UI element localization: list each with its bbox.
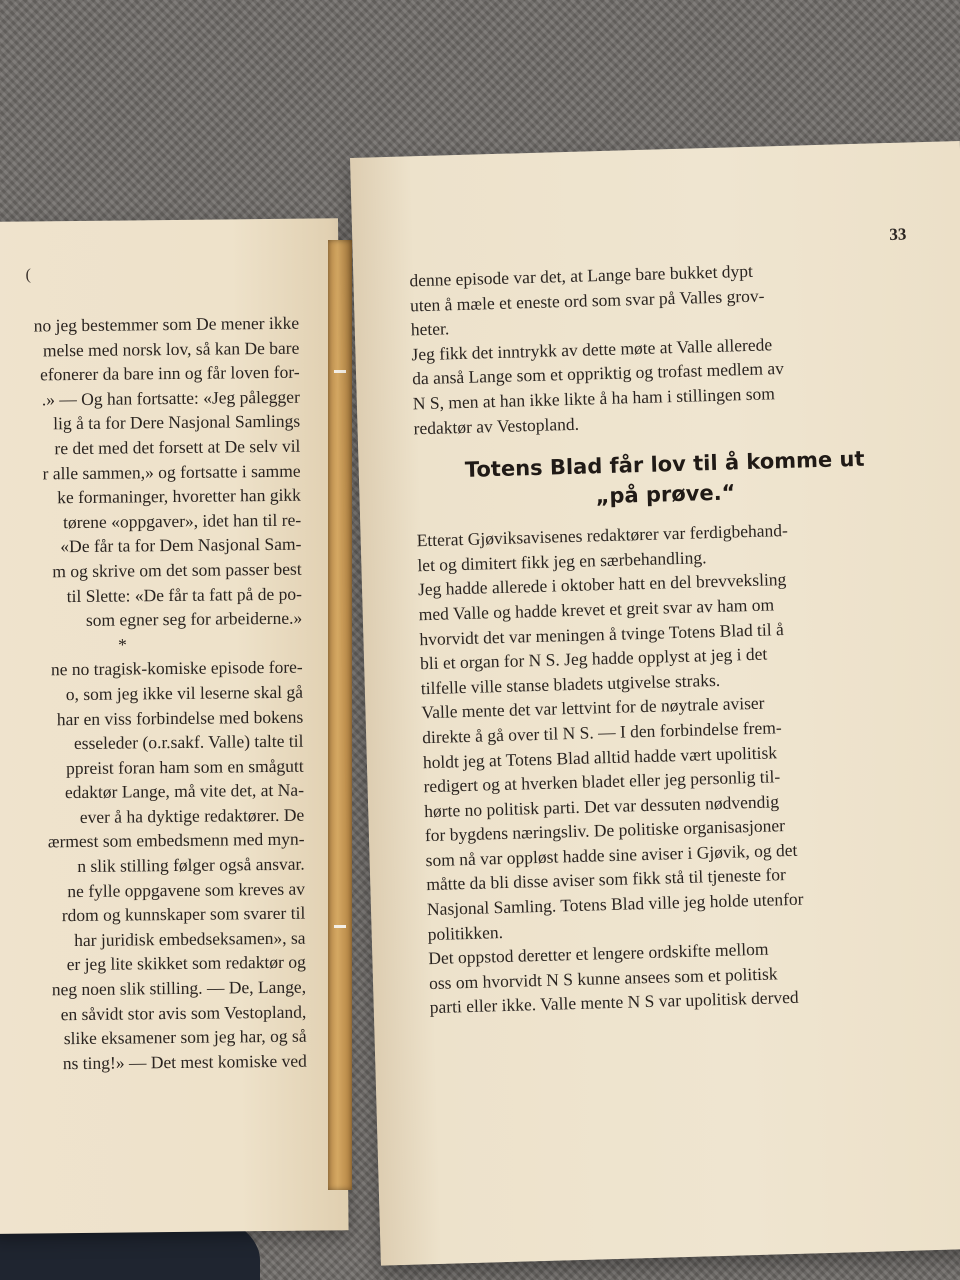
text-line: bli et organ for N S. Jeg hadde opplyst at jeg i det [419, 643, 768, 674]
text-line: re det med det forsett at De selv vil [54, 435, 301, 459]
text-line: neg noen slik stilling. — De, Lange, [51, 976, 307, 1000]
text-line: ne no tragisk-komiske episode fore- [50, 656, 303, 680]
text-line: let og dimitert fikk jeg en særbehandling. [417, 546, 707, 576]
text-line: «De får ta for Dem Nasjonal Sam- [60, 533, 302, 557]
text-line: da anså Lange som et oppriktig og trofast medlem av [411, 358, 785, 389]
text-line: direkte å gå over til N S. — I den forbindelse frem- [421, 717, 782, 748]
section-heading-line: „på prøve.“ [595, 480, 736, 509]
text-line: Det oppstod deretter et lengere ordskifte mellom [428, 938, 769, 969]
text-line: Nasjonal Samling. Totens Blad ville jeg holde utenfor [426, 888, 804, 920]
text-line: er jeg lite skikket som redaktør og [66, 952, 306, 975]
text-line: lig å ta for Dere Nasjonal Samlings [53, 411, 301, 434]
text-line: slike eksamener som jeg har, og så [63, 1025, 307, 1049]
text-line: redigert og at hverken bladet eller jeg personlig til- [423, 766, 781, 797]
text-line: .» — Og han fortsatte: «Jeg pålegger [41, 386, 300, 410]
text-line: redaktør av Vestopland. [413, 413, 580, 438]
text-line: N S, men at han ikke likte å ha ham i stillingen som [412, 383, 776, 414]
text-line: parti eller ikke. Valle mente N S var upolitisk derved [429, 987, 799, 1018]
text-line: ns ting!» — Det mest komiske ved [62, 1050, 307, 1073]
text-line: ne fylle oppgavene som kreves av [67, 878, 306, 901]
left-page-text [0, 311, 307, 1077]
section-heading-line: Totens Blad får lov til å komme ut [464, 446, 865, 483]
text-line: heter. [410, 318, 450, 340]
text-line: Jeg hadde allerede i oktober hatt en del brevveksling [417, 569, 787, 600]
text-line: efonerer da bare inn og får loven for- [39, 361, 300, 385]
text-line: hvorvidt det var meningen å tvinge Totens Blad til å [419, 618, 785, 649]
text-line: esseleder (o.r.sakf. Valle) talte til [73, 730, 304, 754]
left-page-corner-mark: ( [25, 266, 31, 284]
text-line: ever å ha dyktige redaktører. De [79, 804, 305, 827]
binding-stitch [334, 925, 346, 928]
text-line: oss om hvorvidt N S kunne ansees som et politisk [428, 963, 778, 993]
text-line: denne episode var det, at Lange bare bukket dypt [409, 260, 754, 291]
text-line: har juridisk embedseksamen», sa [74, 927, 306, 950]
text-line: som egner seg for arbeiderne.» [85, 607, 303, 631]
binding-stitch [334, 370, 346, 373]
text-line: o, som jeg ikke vil leserne skal gå [65, 681, 304, 705]
open-book [0, 150, 960, 1130]
text-line: Jeg fikk det inntrykk av dette møte at Valle allerede [411, 334, 773, 365]
text-line: m og skrive om det som passer best [52, 558, 302, 582]
text-line: n slik stilling følger også ansvar. [77, 853, 305, 877]
text-line: som nå var oppløst hadde sine aviser i Gjøvik, og det [425, 839, 798, 871]
book-spine [328, 240, 352, 1190]
text-line: politikken. [427, 921, 504, 944]
right-page [350, 141, 960, 1266]
right-page-text [409, 254, 930, 1020]
text-line: hørte no politisk parti. Det var dessuten nødvendig [423, 790, 780, 821]
text-line: Etterat Gjøviksavisenes redaktører var ferdigbehand- [416, 520, 789, 551]
text-line: no jeg bestemmer som De mener ikke [33, 312, 300, 336]
text-line: ke formaninger, hvoretter han gikk [57, 484, 301, 508]
text-line: Valle mente det var lettvint for de nøytrale aviser [421, 692, 765, 723]
text-line: med Valle og hadde krevet et greit svar av ham om [418, 594, 775, 625]
text-line: rdom og kunnskaper som svarer til [61, 902, 306, 926]
page-number: 33 [889, 224, 907, 244]
text-line: har en viss forbindelse med bokens [56, 706, 304, 729]
text-line: en såvidt stor avis som Vestopland, [60, 1001, 307, 1024]
left-page [0, 218, 349, 1234]
text-line: måtte da bli disse aviser som fikk stå til tjeneste for [426, 864, 787, 895]
text-line: edaktør Lange, må vite det, at Na- [64, 779, 305, 803]
text-line: melse med norsk lov, så kan De bare [42, 337, 300, 360]
text-line: holdt jeg at Totens Blad alltid hadde vært upolitisk [422, 741, 778, 772]
text-line: til Slette: «De får ta fatt på de po- [66, 583, 303, 606]
section-heading [414, 443, 915, 517]
text-line: ærmest som embedsmenn med myn- [47, 829, 305, 852]
text-line: uten å mæle et eneste ord som svar på Valles grov- [409, 285, 765, 315]
section-separator: * [117, 634, 127, 655]
text-line: tilfelle ville stanse bladets utgivelse straks. [420, 669, 721, 698]
text-line: r alle sammen,» og fortsatte i samme [42, 460, 301, 483]
text-line: ppreist foran ham som en smågutt [65, 755, 304, 778]
text-line: tørene «oppgaver», idet han til re- [62, 509, 302, 532]
text-line: for bygdens næringsliv. De politiske organisasjoner [424, 815, 786, 846]
